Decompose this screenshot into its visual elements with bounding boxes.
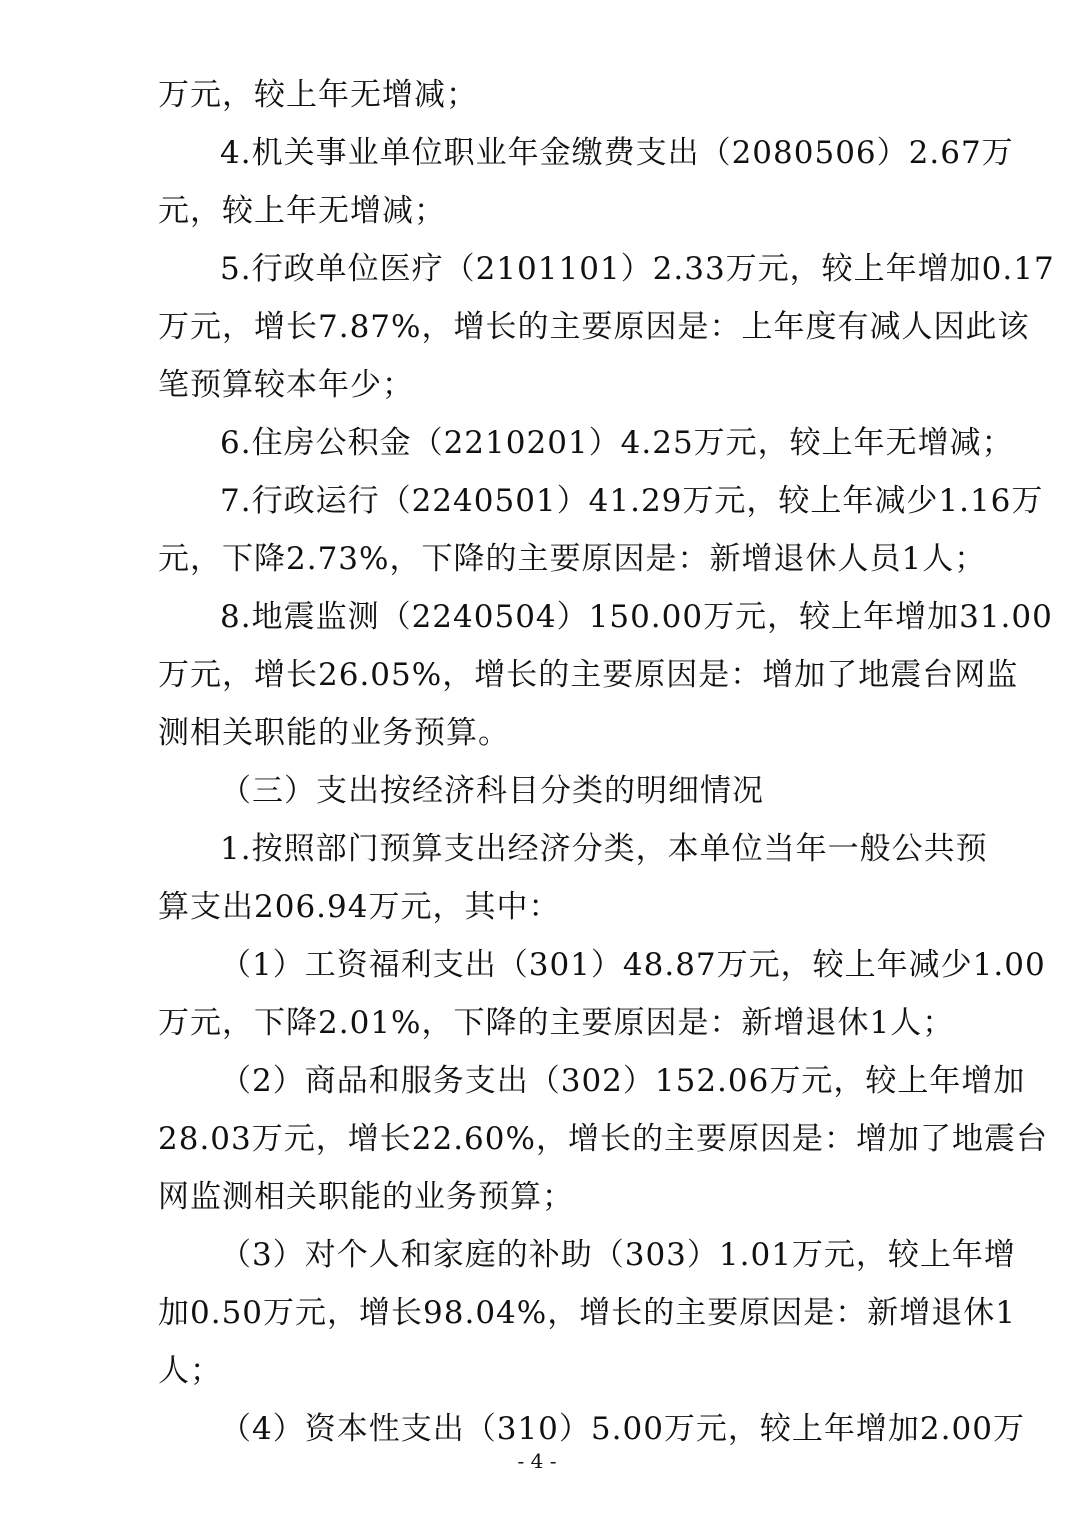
text-line: 8.地震监测（2240504）150.00万元，较上年增加31.00: [220, 599, 1053, 635]
text-line: （2）商品和服务支出（302）152.06万元，较上年增加: [220, 1063, 1026, 1099]
text-line: 万元，增长26.05%，增长的主要原因是：增加了地震台网监: [158, 657, 1019, 693]
text-line: 元，较上年无增减；: [158, 193, 446, 229]
text-line: 人；: [158, 1353, 222, 1389]
section-heading: （三）支出按经济科目分类的明细情况: [220, 773, 764, 809]
text-line: 5.行政单位医疗（2101101）2.33万元，较上年增加0.17: [220, 251, 1055, 287]
text-line: （3）对个人和家庭的补助（303）1.01万元，较上年增: [220, 1237, 1016, 1273]
text-line: 6.住房公积金（2210201）4.25万元，较上年无增减；: [220, 425, 1014, 461]
text-line: 元，下降2.73%，下降的主要原因是：新增退休人员1人；: [158, 541, 987, 577]
page-number: - 4 -: [517, 1449, 557, 1473]
text-line: （4）资本性支出（310）5.00万元，较上年增加2.00万: [220, 1411, 1025, 1447]
text-line: 算支出206.94万元，其中：: [158, 889, 561, 925]
text-line: 测相关职能的业务预算。: [158, 715, 510, 751]
text-line: 笔预算较本年少；: [158, 367, 414, 403]
text-line: 万元，下降2.01%，下降的主要原因是：新增退休1人；: [158, 1005, 955, 1041]
text-line: 万元，较上年无增减；: [158, 77, 478, 113]
document-body: [158, 66, 1055, 1458]
text-line: 28.03万元，增长22.60%，增长的主要原因是：增加了地震台: [158, 1121, 1048, 1157]
text-line: （1）工资福利支出（301）48.87万元，较上年减少1.00: [220, 947, 1046, 983]
text-line: 加0.50万元，增长98.04%，增长的主要原因是：新增退休1: [158, 1295, 1016, 1331]
text-line: 万元，增长7.87%，增长的主要原因是：上年度有减人因此该: [158, 309, 1030, 345]
text-line: 网监测相关职能的业务预算；: [158, 1179, 574, 1215]
text-line: 7.行政运行（2240501）41.29万元，较上年减少1.16万: [220, 483, 1044, 519]
text-line: 1.按照部门预算支出经济分类，本单位当年一般公共预: [220, 831, 988, 867]
text-line: 4.机关事业单位职业年金缴费支出（2080506）2.67万: [220, 135, 1014, 171]
